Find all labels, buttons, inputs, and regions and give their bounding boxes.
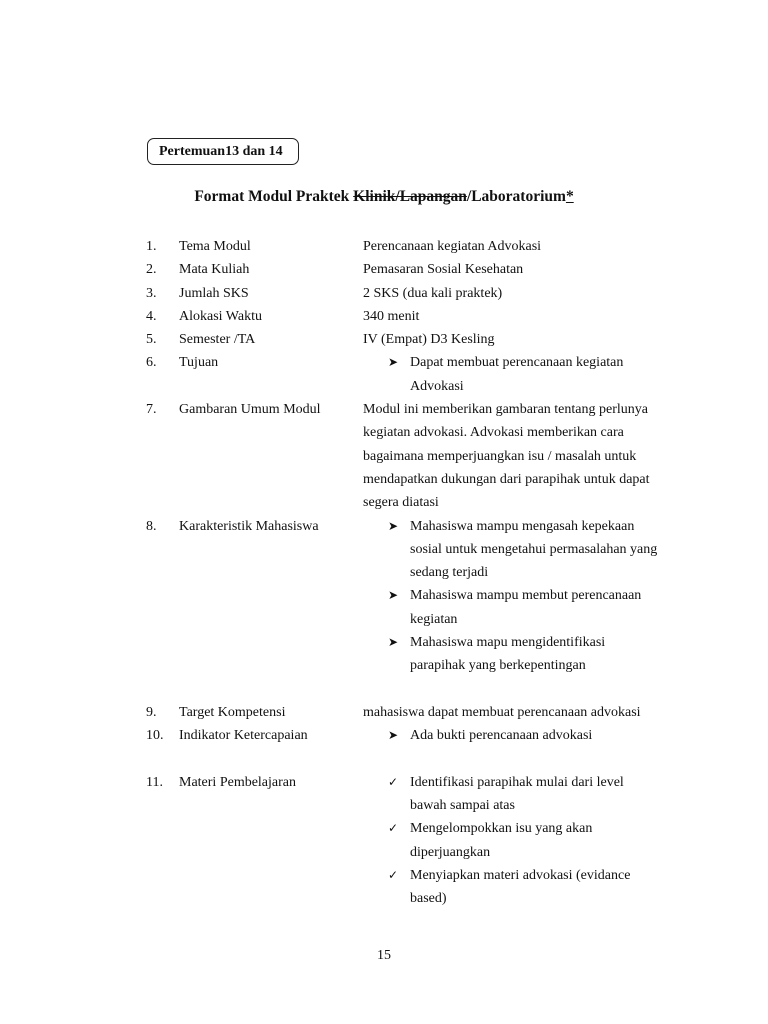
arrow-bullet-icon: ➤ <box>388 518 399 533</box>
checkmark-icon: ✓ <box>388 774 399 789</box>
check-item <box>363 864 659 911</box>
item-value: mahasiswa dapat membuat perencanaan advokasi <box>363 704 641 720</box>
check-text: Identifikasi parapihak mulai dari level bawah sampai atas <box>410 774 624 814</box>
value-line: Modul ini memberikan gambaran tentang perlunya <box>363 402 648 418</box>
bullet-text: Mahasiswa mampu membut perencanaan kegiatan <box>410 588 642 627</box>
item-row <box>146 328 666 351</box>
bullet-item <box>363 351 659 398</box>
title-struck-text: Klinik/Lapangan <box>353 188 467 205</box>
item-label: Tujuan <box>179 355 219 371</box>
bullet-item <box>363 724 659 747</box>
item-label: Materi Pembelajaran <box>179 774 297 790</box>
item-label: Semester /TA <box>179 332 256 348</box>
meeting-label: Pertemuan13 dan 14 <box>147 138 299 165</box>
check-text: Menyiapkan materi advokasi (evidance based) <box>410 868 631 907</box>
arrow-bullet-icon: ➤ <box>388 635 399 650</box>
value-line: bagaimana memperjuangkan isu / masalah untuk <box>363 448 637 464</box>
item-row <box>146 282 666 305</box>
value-line: kegiatan advokasi. Advokasi memberikan cara <box>363 425 624 441</box>
item-value <box>363 398 659 514</box>
item-label: Alokasi Waktu <box>179 308 262 324</box>
item-label: Indikator Ketercapaian <box>179 728 308 744</box>
item-number: 11. <box>146 774 163 790</box>
item-label: Target Kompetensi <box>179 704 286 720</box>
value-line: segera diatasi <box>363 495 439 511</box>
item-number: 2. <box>146 262 157 278</box>
title-suffix: /Laboratorium <box>466 188 566 205</box>
title-prefix: Format Modul Praktek <box>194 188 354 205</box>
item-value <box>363 724 659 747</box>
checkmark-icon: ✓ <box>388 821 399 836</box>
item-value <box>363 351 659 398</box>
item-row <box>146 701 666 724</box>
item-value: IV (Empat) D3 Kesling <box>363 332 495 348</box>
check-text: Mengelompokkan isu yang akan diperjuangkan <box>410 821 593 860</box>
bullet-item <box>363 515 659 585</box>
item-label: Gambaran Umum Modul <box>179 402 321 418</box>
checkmark-icon: ✓ <box>388 868 399 883</box>
item-value: 2 SKS (dua kali praktek) <box>363 285 503 301</box>
item-number: 8. <box>146 518 157 534</box>
bullet-text: Mahasiswa mampu mengasah kepekaan sosial untuk mengetahui permasalahan yang sedang terjadi <box>410 518 658 581</box>
item-row <box>146 515 666 678</box>
bullet-item <box>363 631 659 678</box>
item-number: 4. <box>146 308 157 324</box>
title-asterisk: * <box>565 188 574 205</box>
value-line: mendapatkan dukungan dari parapihak untuk dapat <box>363 471 650 487</box>
item-label: Jumlah SKS <box>179 285 249 301</box>
document-title <box>0 186 768 208</box>
item-label: Tema Modul <box>179 239 251 254</box>
spacer <box>146 678 666 701</box>
item-number: 9. <box>146 704 157 720</box>
item-label: Karakteristik Mahasiswa <box>179 518 319 534</box>
item-value: Perencanaan kegiatan Advokasi <box>363 239 542 254</box>
bullet-text: Mahasiswa mapu mengidentifikasi parapihak yang berkepentingan <box>410 635 606 674</box>
page-number: 15 <box>377 948 391 963</box>
arrow-bullet-icon: ➤ <box>388 588 399 603</box>
item-value <box>363 515 659 678</box>
item-row <box>146 724 666 747</box>
item-number: 10. <box>146 728 164 744</box>
item-number: 3. <box>146 285 157 301</box>
check-item <box>363 771 659 818</box>
item-row <box>146 235 666 258</box>
arrow-bullet-icon: ➤ <box>388 728 399 743</box>
item-row <box>146 398 666 514</box>
item-row <box>146 771 666 911</box>
item-number: 1. <box>146 239 157 254</box>
spacer <box>146 748 666 771</box>
item-row <box>146 351 666 398</box>
item-value <box>363 771 659 911</box>
item-number: 5. <box>146 332 157 348</box>
bullet-text: Ada bukti perencanaan advokasi <box>410 728 593 744</box>
arrow-bullet-icon: ➤ <box>388 355 399 370</box>
module-items <box>146 235 666 911</box>
item-row <box>146 258 666 281</box>
item-value: 340 menit <box>363 308 420 324</box>
bullet-item <box>363 584 659 631</box>
item-value: Pemasaran Sosial Kesehatan <box>363 262 524 278</box>
item-number: 6. <box>146 355 157 371</box>
item-number: 7. <box>146 402 157 418</box>
check-item <box>363 817 659 864</box>
item-row <box>146 305 666 328</box>
bullet-text: Dapat membuat perencanaan kegiatan Advokasi <box>410 355 624 394</box>
item-label: Mata Kuliah <box>179 262 250 278</box>
